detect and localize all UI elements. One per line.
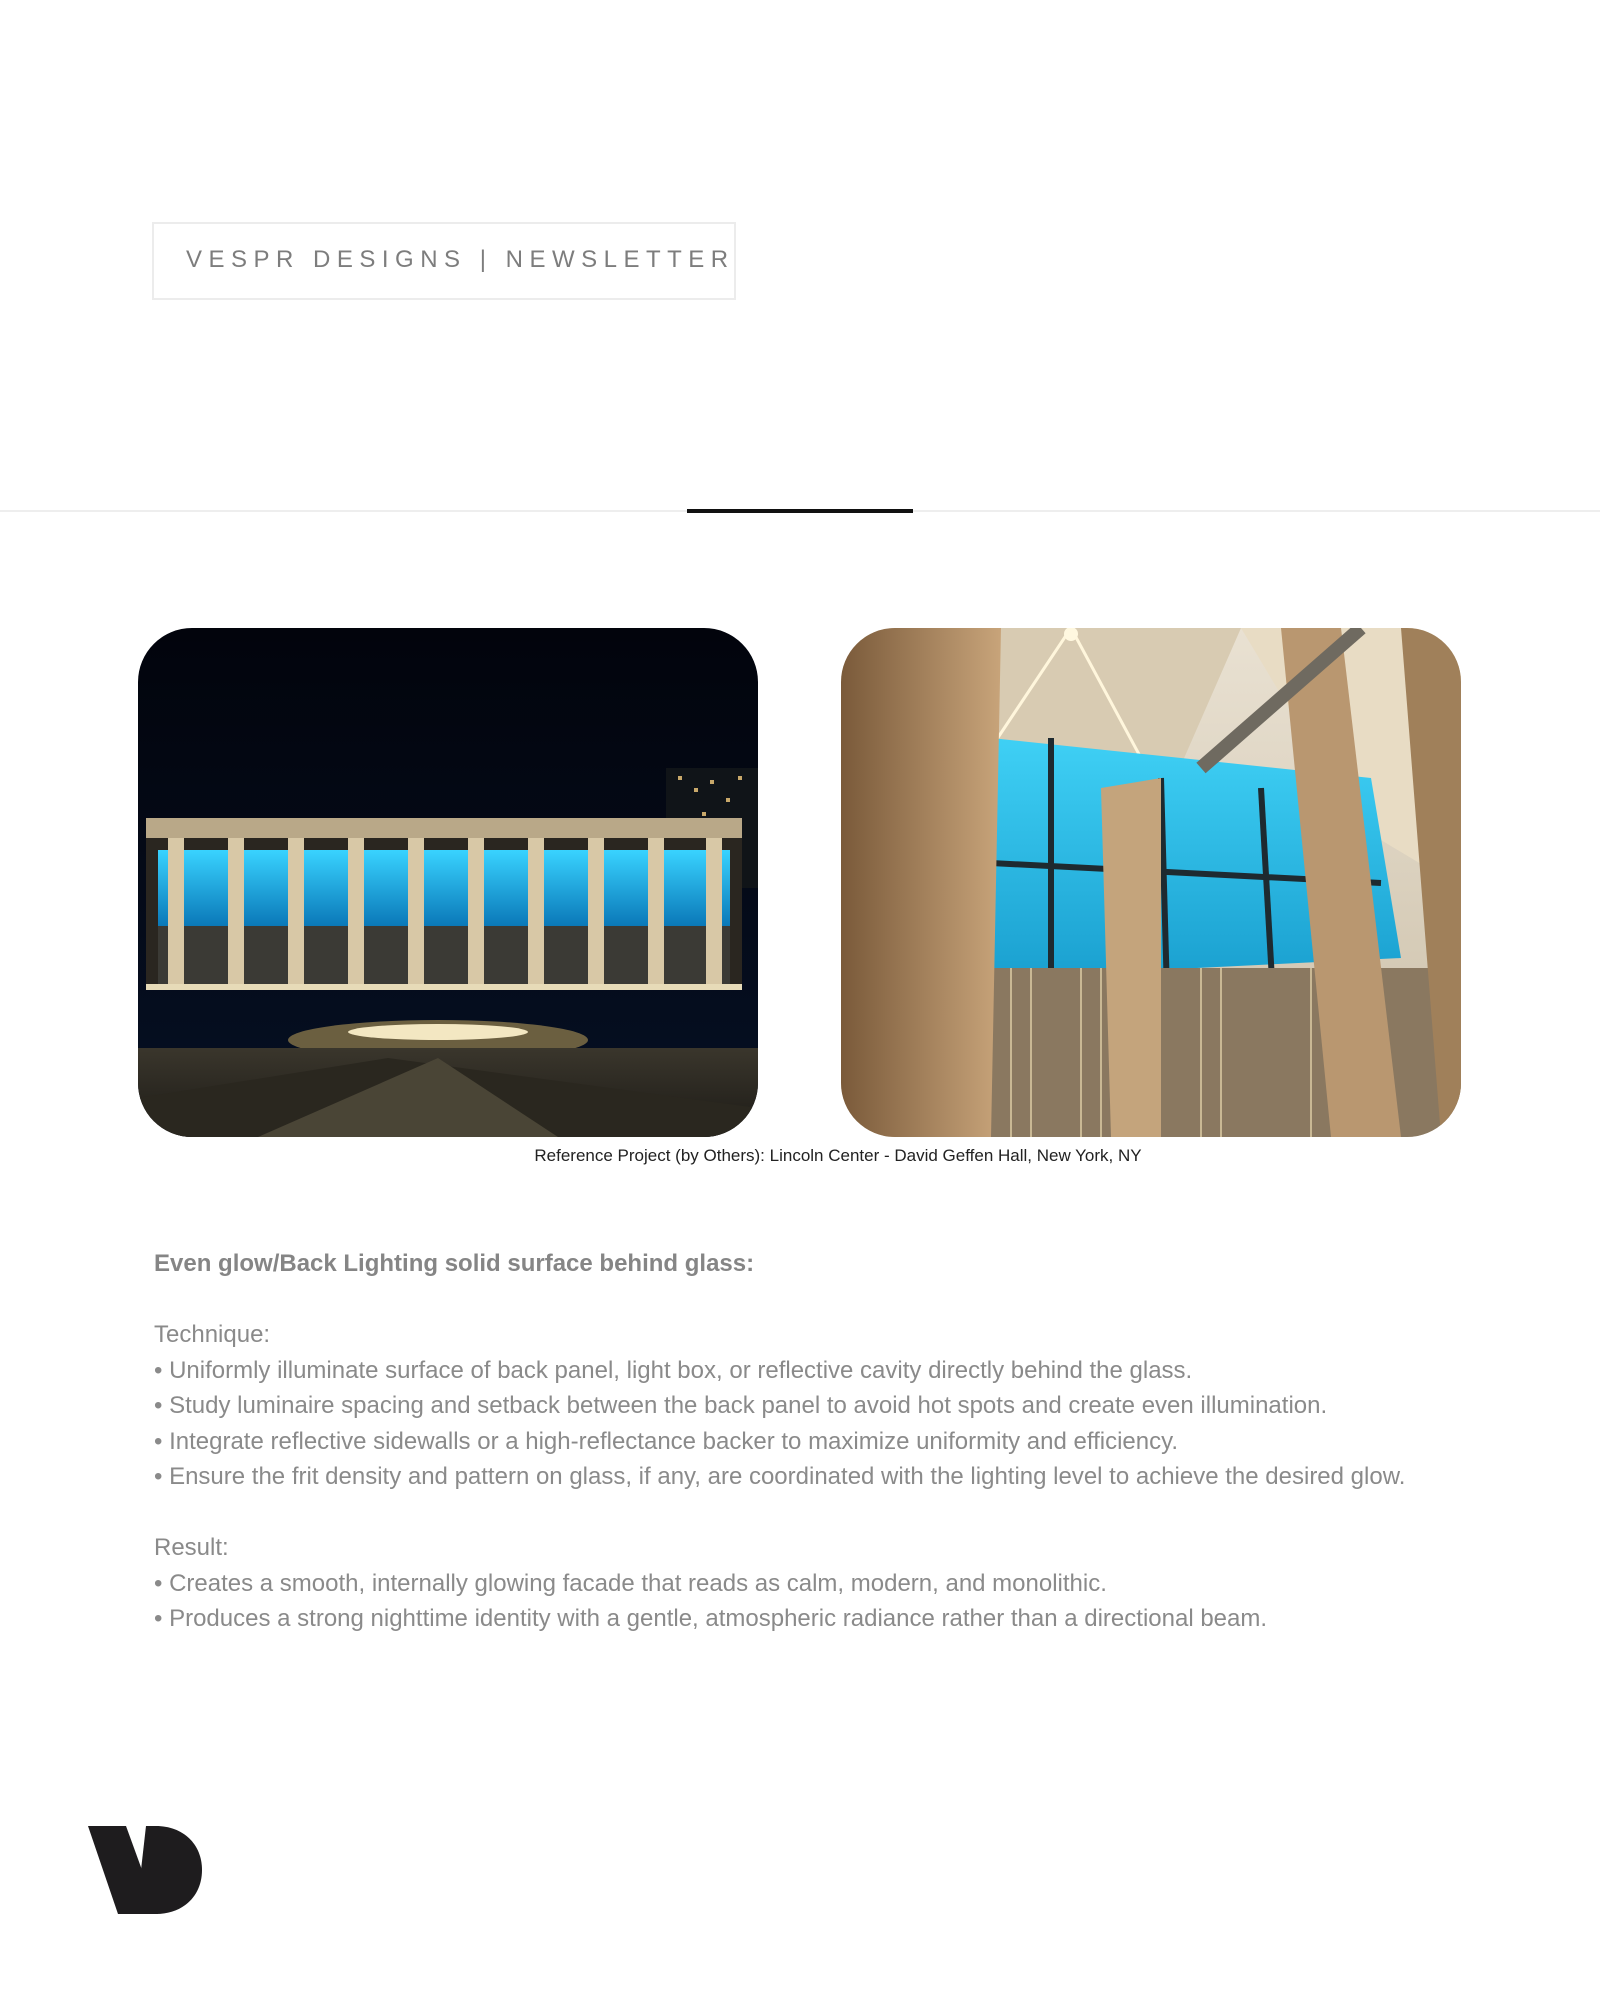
technique-item: • Integrate reflective sidewalls or a high-reflectance backer to maximize uniformity and efficiency.: [154, 1424, 1534, 1460]
photo-geffen-hall-detail: [841, 628, 1461, 1137]
exterior-night-image: [138, 628, 758, 1137]
technique-item: • Uniformly illuminate surface of back panel, light box, or reflective cavity directly behind the glass.: [154, 1353, 1534, 1389]
photo-geffen-hall-exterior: [138, 628, 758, 1137]
result-label: Result:: [154, 1534, 229, 1561]
result-item: • Creates a smooth, internally glowing facade that reads as calm, modern, and monolithic.: [154, 1566, 1534, 1602]
technique-item: • Study luminaire spacing and setback between the back panel to avoid hot spots and create even illumination.: [154, 1388, 1534, 1424]
newsletter-header: [152, 222, 736, 300]
vespr-v-logo-icon: [88, 1826, 202, 1914]
technique-list: [154, 1353, 1534, 1495]
newsletter-title: VESPR DESIGNS | NEWSLETTER: [186, 246, 735, 273]
divider-accent: [687, 509, 913, 513]
spacer: [154, 1495, 1534, 1531]
figure-caption: Reference Project (by Others): Lincoln Center - David Geffen Hall, New York, NY: [534, 1146, 1142, 1165]
technique-label: Technique:: [154, 1321, 271, 1348]
logo-mark: [88, 1826, 202, 1914]
result-item: • Produces a strong nighttime identity with a gentle, atmospheric radiance rather than a directional beam.: [154, 1601, 1534, 1637]
result-list: [154, 1566, 1534, 1637]
spacer: [154, 1282, 1534, 1318]
technique-item: • Ensure the frit density and pattern on glass, if any, are coordinated with the lighting level to achieve the desired glow.: [154, 1459, 1534, 1495]
facade-detail-image: [841, 628, 1461, 1137]
article-body: [154, 1246, 1534, 1637]
section-heading: Even glow/Back Lighting solid surface behind glass:: [154, 1250, 755, 1277]
